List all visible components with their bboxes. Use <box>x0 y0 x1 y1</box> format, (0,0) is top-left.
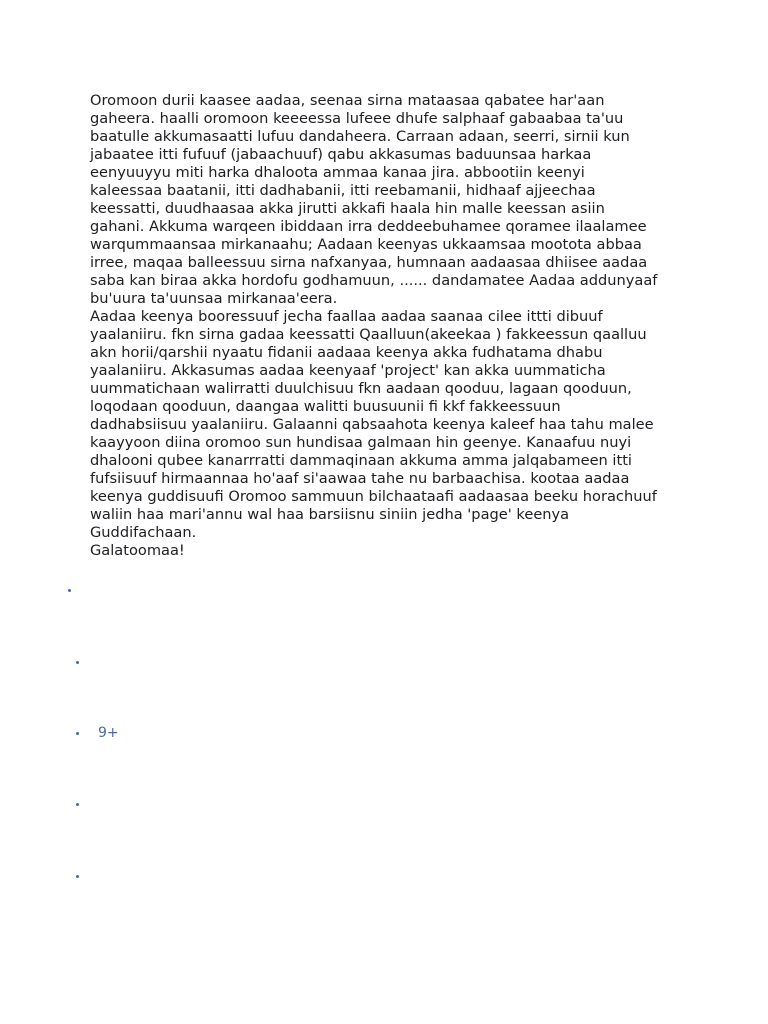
notifications-icon[interactable] <box>76 732 79 735</box>
friends-icon[interactable] <box>76 661 79 664</box>
messages-icon[interactable] <box>76 803 79 806</box>
post-paragraph-2: Aadaa keenya booressuuf jecha faallaa aadaa saanaa cilee ittti dibuuf yaalaniiru. fkn sirna gadaa keessatti Qaalluun(akeekaa ) fakkeessun qaalluu akn horii/qarshii nyaatu fidanii aadaaa keenya akka fudhatama dhabu yaalaniiru. Akkasumas aadaa keenyaaf 'project' kan akka uummaticha uummatichaan walirratti duulchisuu fkn aadaan qooduu, lagaan qooduun, loqodaan qooduun, daangaa walitti buusuunii fi kkf fakkeessuun dadhabsiisuu yaalaniiru. Galaanni qabsaahota keenya kaleef haa tahu malee kaayyoon diina oromoo sun hundisaa galmaan hin geenye. Kanaafuu nuyi dhalooni qubee kanarrratti dammaqinaan akkuma amma jalqabameen itti fufsiisuuf hirmaannaa ho'aaf si'aawaa tahe nu barbaachisa. kootaa aadaa keenya guddisuufi Oromoo sammuun bilchaataafi aadaasaa beeku horachuuf waliin haa mari'annu wal haa barsiisnu siniin jedha 'page' keenya Guddifachaan. <box>90 308 657 541</box>
post-paragraph-1: Oromoon durii kaasee aadaa, seenaa sirna mataasaa qabatee har'aan gaheera. haalli oromoon keeeessa lufeee dhufe salphaaf gabaabaa ta'uu baatulle akkumasaatti lufuu dandaheera. Carraan adaan, seerri, sirnii kun jabaatee itti fufuuf (jabaachuuf) qabu akkasumas baduunsaa harkaa eenyuuyyu miti harka dhaloota ammaa kanaa jira. abbootiin keenyi kaleessaa baatanii, itti dadhabanii, itti reebamanii, hidhaaf ajjeechaa keessatti, duudhaasaa akka jirutti akkafi haala hin malle keessan asiin gahani. Akkuma warqeen ibiddaan irra deddeebuhamee qoramee ilaalamee warqummaansaa mirkanaahu; Aadaan keenyas ukkaamsaa mootota abbaa irree, maqaa balleessuu sirna nafxanyaa, humnaan aadaasaa dhiisee aadaa saba kan biraa akka hordofu godhamuun, ...... dandamatee Aadaa addunyaaf bu'uura ta'uunsaa mirkanaa'eera. <box>90 92 658 307</box>
notifications-badge: 9+ <box>98 725 119 741</box>
menu-icon[interactable] <box>76 875 79 878</box>
home-icon[interactable] <box>68 589 71 592</box>
post-body <box>90 92 690 560</box>
post-paragraph-3: Galatoomaa! <box>90 542 185 559</box>
